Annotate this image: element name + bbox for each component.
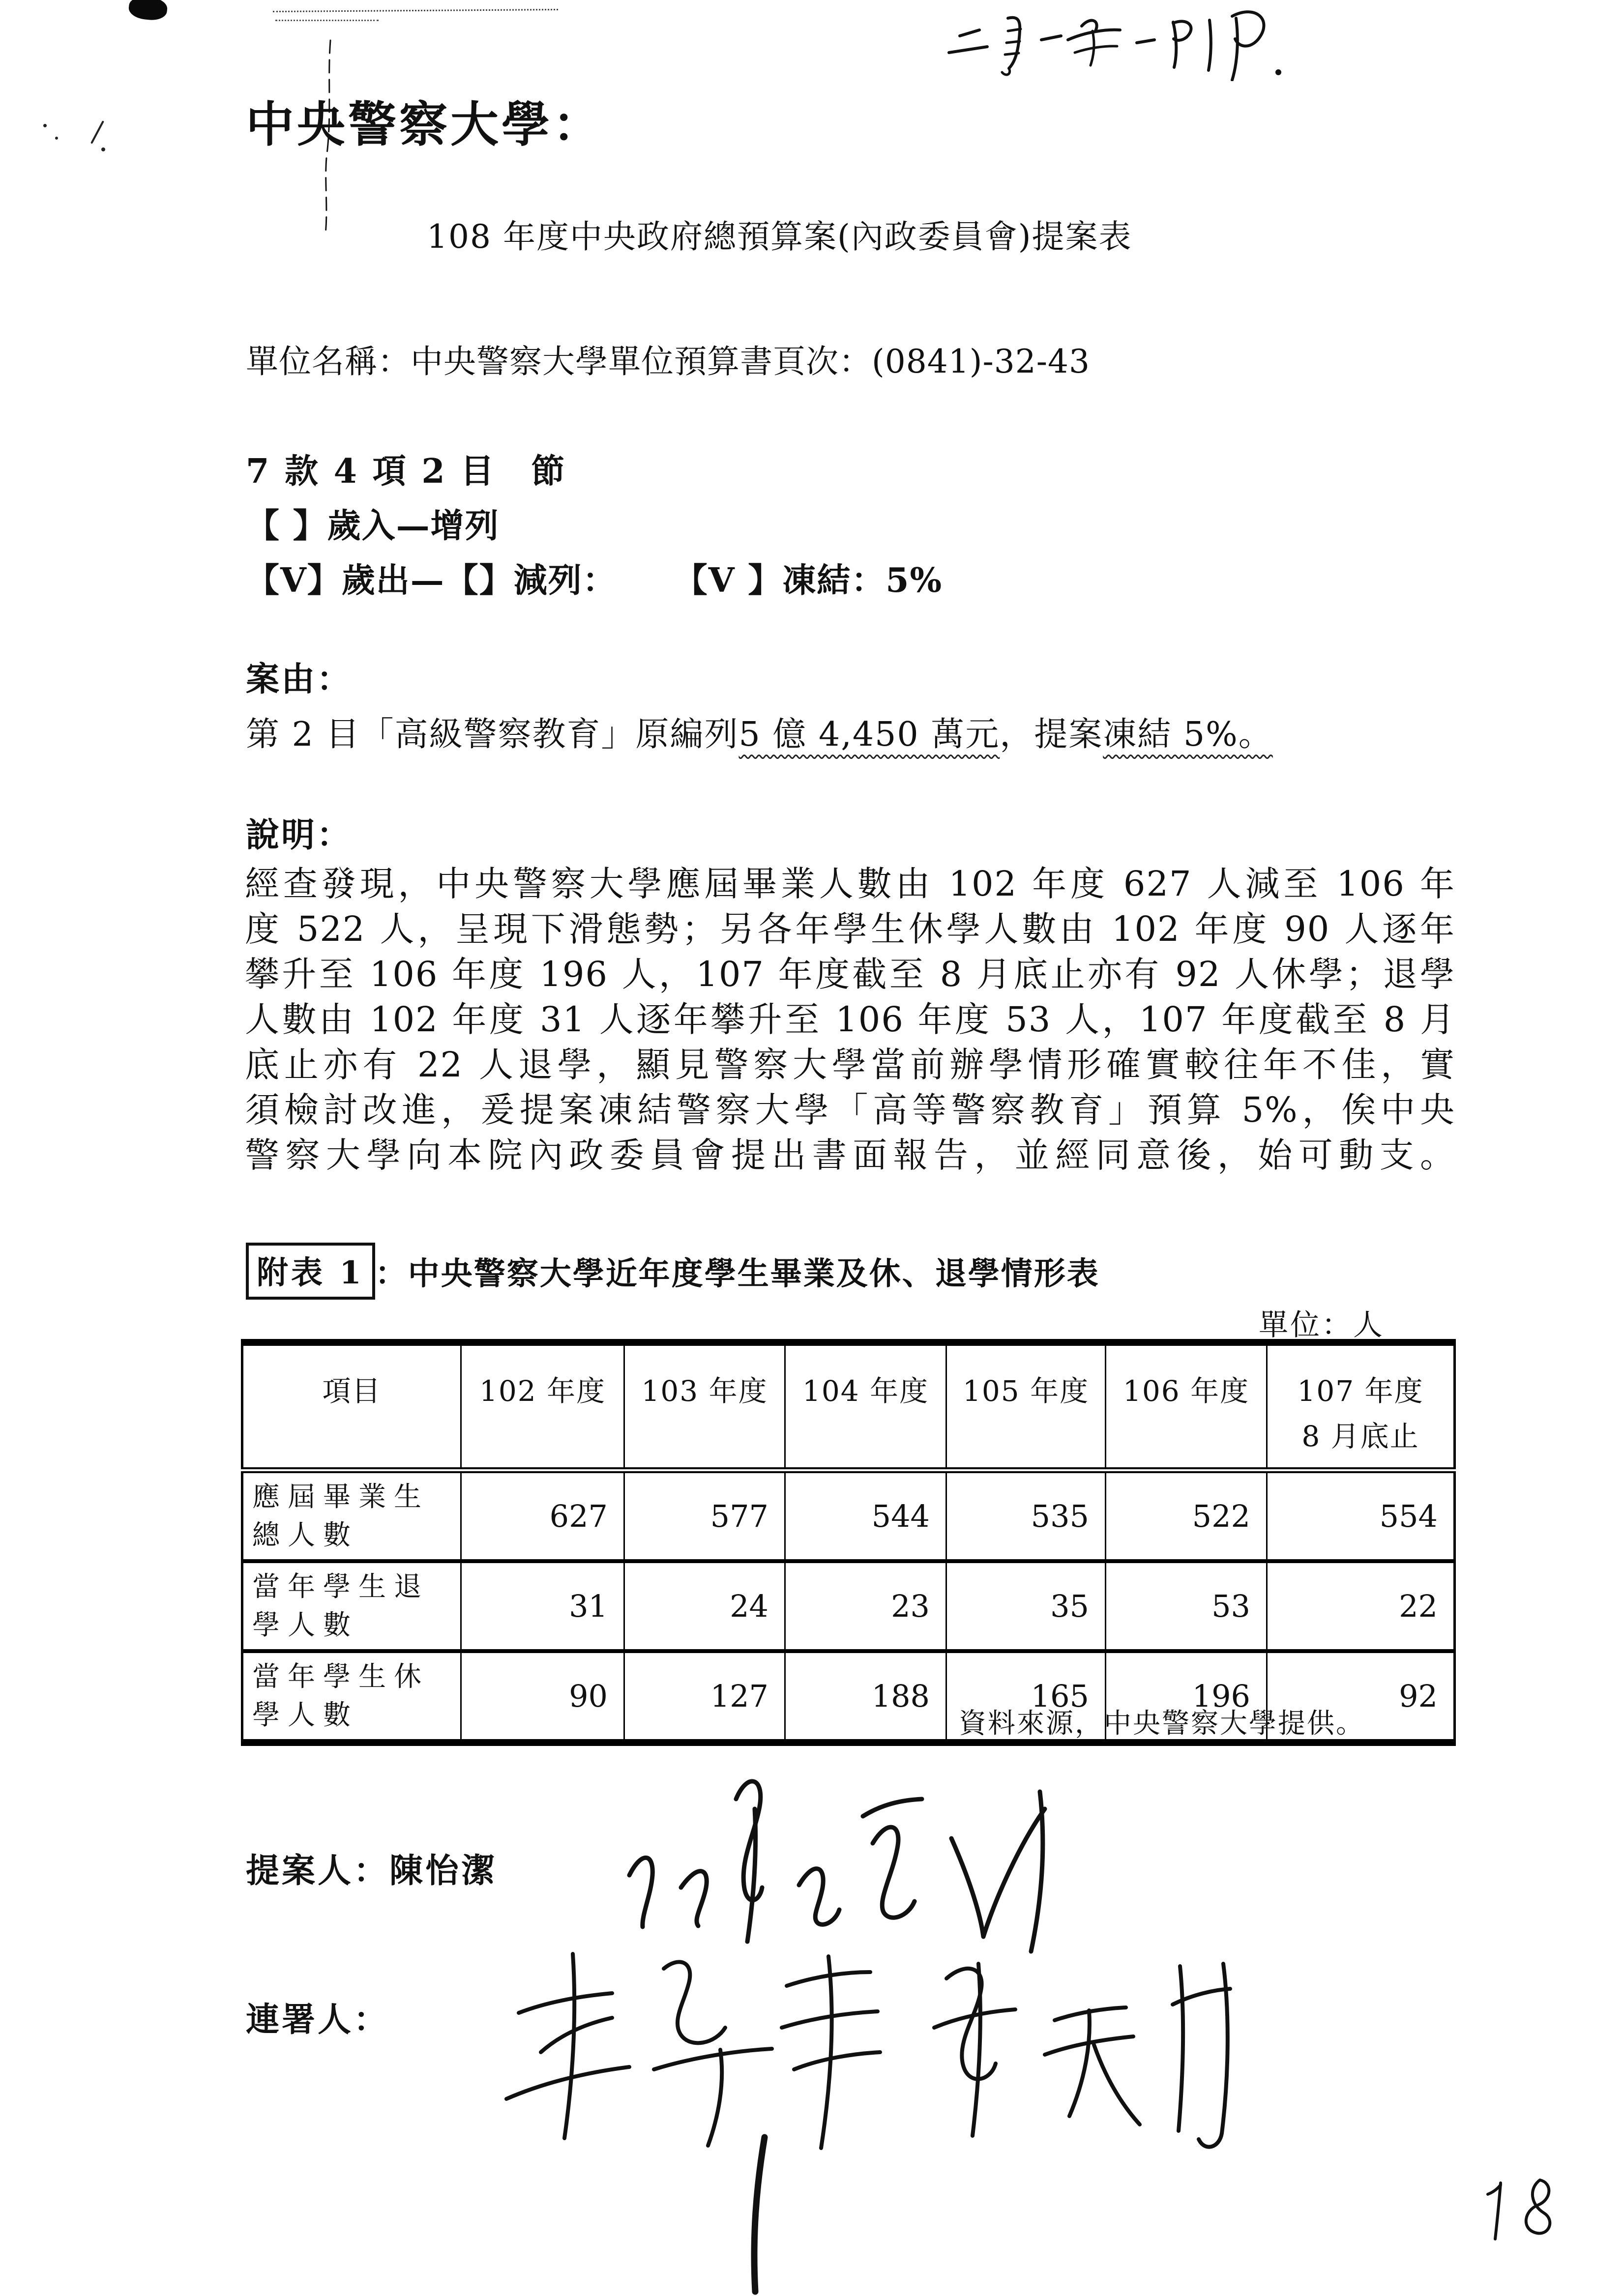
description-line: 底止亦有 22 人退學，顯見警察大學當前辦學情形確實較往年不佳，實 bbox=[245, 1045, 1455, 1085]
table-cell-value: 127 bbox=[624, 1651, 785, 1743]
table-header-year-last bbox=[1267, 1342, 1455, 1470]
description-line: 人數由 102 年度 31 人逐年攀升至 106 年度 53 人，107 年度截至 8 月 bbox=[245, 999, 1455, 1040]
table-header-year-line2: 8 月底止 bbox=[1301, 1420, 1419, 1453]
description-label: 說明： bbox=[246, 815, 353, 855]
cosigner-signature-1 bbox=[472, 1927, 905, 2153]
table-cell-label bbox=[242, 1470, 461, 1561]
proposer-label: 提案人：陳怡潔 bbox=[246, 1851, 498, 1890]
scan-speck bbox=[55, 137, 58, 140]
expense-checkbox-left: 【V】歲出—【】減列： bbox=[246, 561, 617, 600]
description-line: 經查發現，中央警察大學應屆畢業人數由 102 年度 627 人減至 106 年 bbox=[245, 864, 1455, 904]
table-cell-value: 577 bbox=[624, 1470, 785, 1561]
attachment-tag: 附表 1 bbox=[246, 1243, 375, 1300]
table-cell-value: 23 bbox=[785, 1561, 946, 1651]
scan-ink-blob bbox=[128, 0, 168, 22]
case-freeze-underlined: 凍結 5%。 bbox=[1103, 715, 1273, 754]
org-title: 中央警察大學： bbox=[246, 96, 604, 153]
table-cell-value: 196 bbox=[1106, 1651, 1267, 1743]
handwritten-note bbox=[934, 7, 1352, 81]
scan-speck bbox=[101, 147, 105, 151]
case-label: 案由： bbox=[246, 660, 353, 699]
case-text bbox=[246, 708, 1273, 756]
scan-scratch-line bbox=[273, 9, 558, 12]
table-cell-value: 554 bbox=[1267, 1470, 1455, 1561]
table-cell-value: 188 bbox=[785, 1651, 946, 1743]
cosigner-signature-2 bbox=[905, 1942, 1278, 2153]
label-line: 學人數 bbox=[252, 1609, 358, 1641]
expense-checkbox-line bbox=[246, 554, 943, 602]
table-cell-label bbox=[242, 1561, 461, 1651]
table-row-graduates bbox=[242, 1470, 1455, 1561]
label-line: 總人數 bbox=[252, 1519, 358, 1551]
unit-note: 單位：人 bbox=[1259, 1308, 1385, 1342]
table-cell-value: 165 bbox=[946, 1651, 1106, 1743]
table-cell-value: 53 bbox=[1106, 1561, 1267, 1651]
table-header-row bbox=[242, 1342, 1455, 1470]
table-cell-value: 22 bbox=[1267, 1561, 1455, 1651]
description-line: 度 522 人，呈現下滑態勢；另各年學生休學人數由 102 年度 90 人逐年 bbox=[245, 909, 1455, 949]
description-line: 攀升至 106 年度 196 人，107 年度截至 8 月底止亦有 92 人休學；退學 bbox=[245, 954, 1455, 994]
table-header-year: 106 年度 bbox=[1106, 1342, 1267, 1470]
table-cell-value: 31 bbox=[461, 1561, 624, 1651]
form-title: 108 年度中央政府總預算案(內政委員會)提案表 bbox=[427, 218, 1132, 256]
table-header-year: 104 年度 bbox=[785, 1342, 946, 1470]
label-line: 當年學生退 bbox=[252, 1570, 429, 1603]
table-row-dropouts bbox=[242, 1561, 1455, 1651]
scan-speck bbox=[43, 124, 47, 127]
unit-name-line: 單位名稱：中央警察大學單位預算書頁次：(0841)-32-43 bbox=[246, 343, 1091, 380]
table-cell-value: 92 bbox=[1267, 1651, 1455, 1743]
case-amount-underlined: 5 億 4,450 萬元 bbox=[738, 715, 1000, 754]
label-line: 學人數 bbox=[252, 1699, 358, 1731]
case-middle: ，提案 bbox=[1000, 715, 1103, 754]
attachment-caption bbox=[246, 1243, 1100, 1300]
budget-item-line: 7 款 4 項 2 目 節 bbox=[246, 452, 567, 491]
table-cell-label bbox=[242, 1651, 461, 1743]
table-header-year: 105 年度 bbox=[946, 1342, 1106, 1470]
scan-stray-mark bbox=[90, 120, 104, 144]
table-header-year: 102 年度 bbox=[461, 1342, 624, 1470]
description-line: 警察大學向本院內政委員會提出書面報告，並經同意後，始可動支。 bbox=[245, 1135, 1455, 1175]
attachment-table bbox=[241, 1339, 1456, 1746]
attachment-title: ：中央警察大學近年度學生畢業及休、退學情形表 bbox=[375, 1255, 1100, 1292]
table-cell-value: 627 bbox=[461, 1470, 624, 1561]
source-note: 資料來源，中央警察大學提供。 bbox=[959, 1708, 1365, 1740]
table-cell-value: 90 bbox=[461, 1651, 624, 1743]
freeze-checkbox: 【V 】凍結：5% bbox=[690, 561, 943, 600]
table-header-item: 項目 bbox=[242, 1342, 461, 1470]
label-line: 應屆畢業生 bbox=[252, 1481, 429, 1513]
table-cell-value: 535 bbox=[946, 1470, 1106, 1561]
table-cell-value: 35 bbox=[946, 1561, 1106, 1651]
case-prefix: 第 2 目「高級警察教育」原編列 bbox=[246, 715, 739, 754]
stray-pen-stroke bbox=[738, 2133, 777, 2296]
revenue-checkbox-line: 【 】歲入—增列 bbox=[246, 506, 500, 546]
label-line: 當年學生休 bbox=[252, 1660, 429, 1693]
table-header-year-line1: 107 年度 bbox=[1297, 1374, 1424, 1408]
description-paragraph bbox=[245, 861, 1455, 1178]
table-cell-value: 522 bbox=[1106, 1470, 1267, 1561]
cosigner-label: 連署人： bbox=[246, 2000, 390, 2039]
scan-scratch-line bbox=[275, 20, 379, 21]
description-line: 須檢討改進，爰提案凍結警察大學「高等警察教育」預算 5%，俟中央 bbox=[245, 1090, 1455, 1130]
table-cell-value: 544 bbox=[785, 1470, 946, 1561]
page-number-handwritten bbox=[1480, 2170, 1564, 2244]
table-header-year: 103 年度 bbox=[624, 1342, 785, 1470]
table-cell-value: 24 bbox=[624, 1561, 785, 1651]
